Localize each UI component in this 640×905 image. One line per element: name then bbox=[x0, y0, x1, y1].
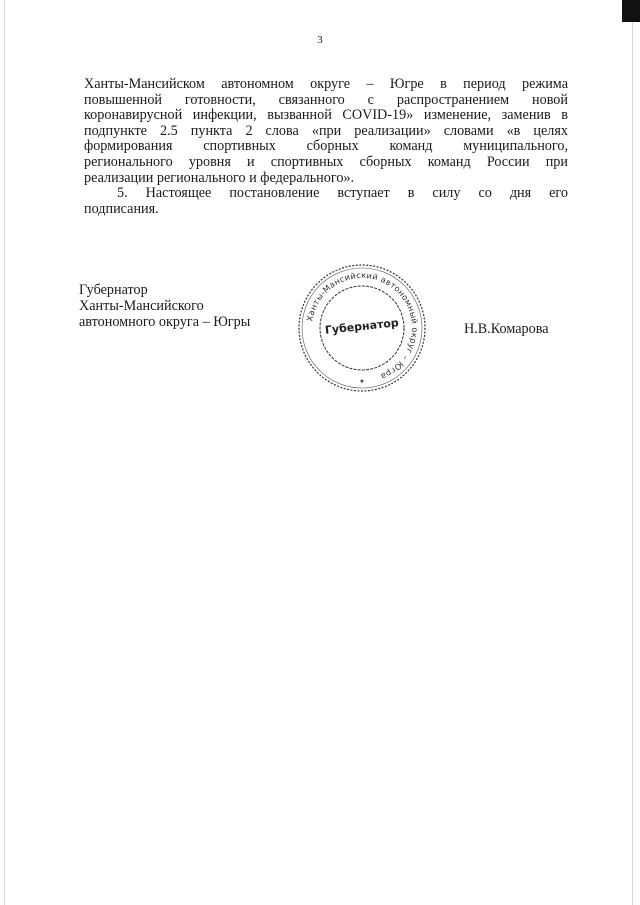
page-number: 3 bbox=[317, 34, 323, 46]
body-line: коронавирусной инфекции, вызванной COVID-19» изменение, заменив в bbox=[84, 107, 568, 124]
body-line: повышенной готовности, связанного с распространением новой bbox=[84, 91, 568, 108]
seal-center-text: Губернатор bbox=[324, 316, 400, 337]
signatory-line: Ханты-Мансийского bbox=[79, 297, 204, 314]
signatory-line: Губернатор bbox=[79, 282, 148, 298]
body-line: подпункте 2.5 пункта 2 слова «при реализации» словами «в целях bbox=[84, 122, 568, 139]
body-line: реализации регионального и федерального». bbox=[84, 169, 355, 186]
official-seal bbox=[296, 262, 428, 394]
scan-edge-right bbox=[632, 0, 633, 905]
signer-name: Н.В.Комарова bbox=[464, 321, 549, 337]
body-line: подписания. bbox=[84, 200, 159, 217]
scan-edge-left bbox=[4, 0, 5, 905]
document-body bbox=[84, 77, 568, 217]
body-line: формирования спортивных сборных команд муниципального, bbox=[84, 138, 568, 155]
signatory-line: автономного округа – Югры bbox=[79, 313, 251, 330]
scan-corner-mark bbox=[622, 0, 640, 22]
body-line: регионального уровня и спортивных сборных команд России при bbox=[84, 153, 568, 170]
body-line: Ханты-Мансийском автономном округе – Югре в период режима bbox=[84, 76, 568, 92]
seal-ring-text: Ханты-Мансийский автономный округ – Югра bbox=[304, 269, 421, 383]
body-line: 5. Настоящее постановление вступает в силу со дня его bbox=[117, 185, 568, 202]
seal-star-icon: ★ bbox=[359, 378, 365, 385]
signatory-title bbox=[79, 283, 250, 330]
